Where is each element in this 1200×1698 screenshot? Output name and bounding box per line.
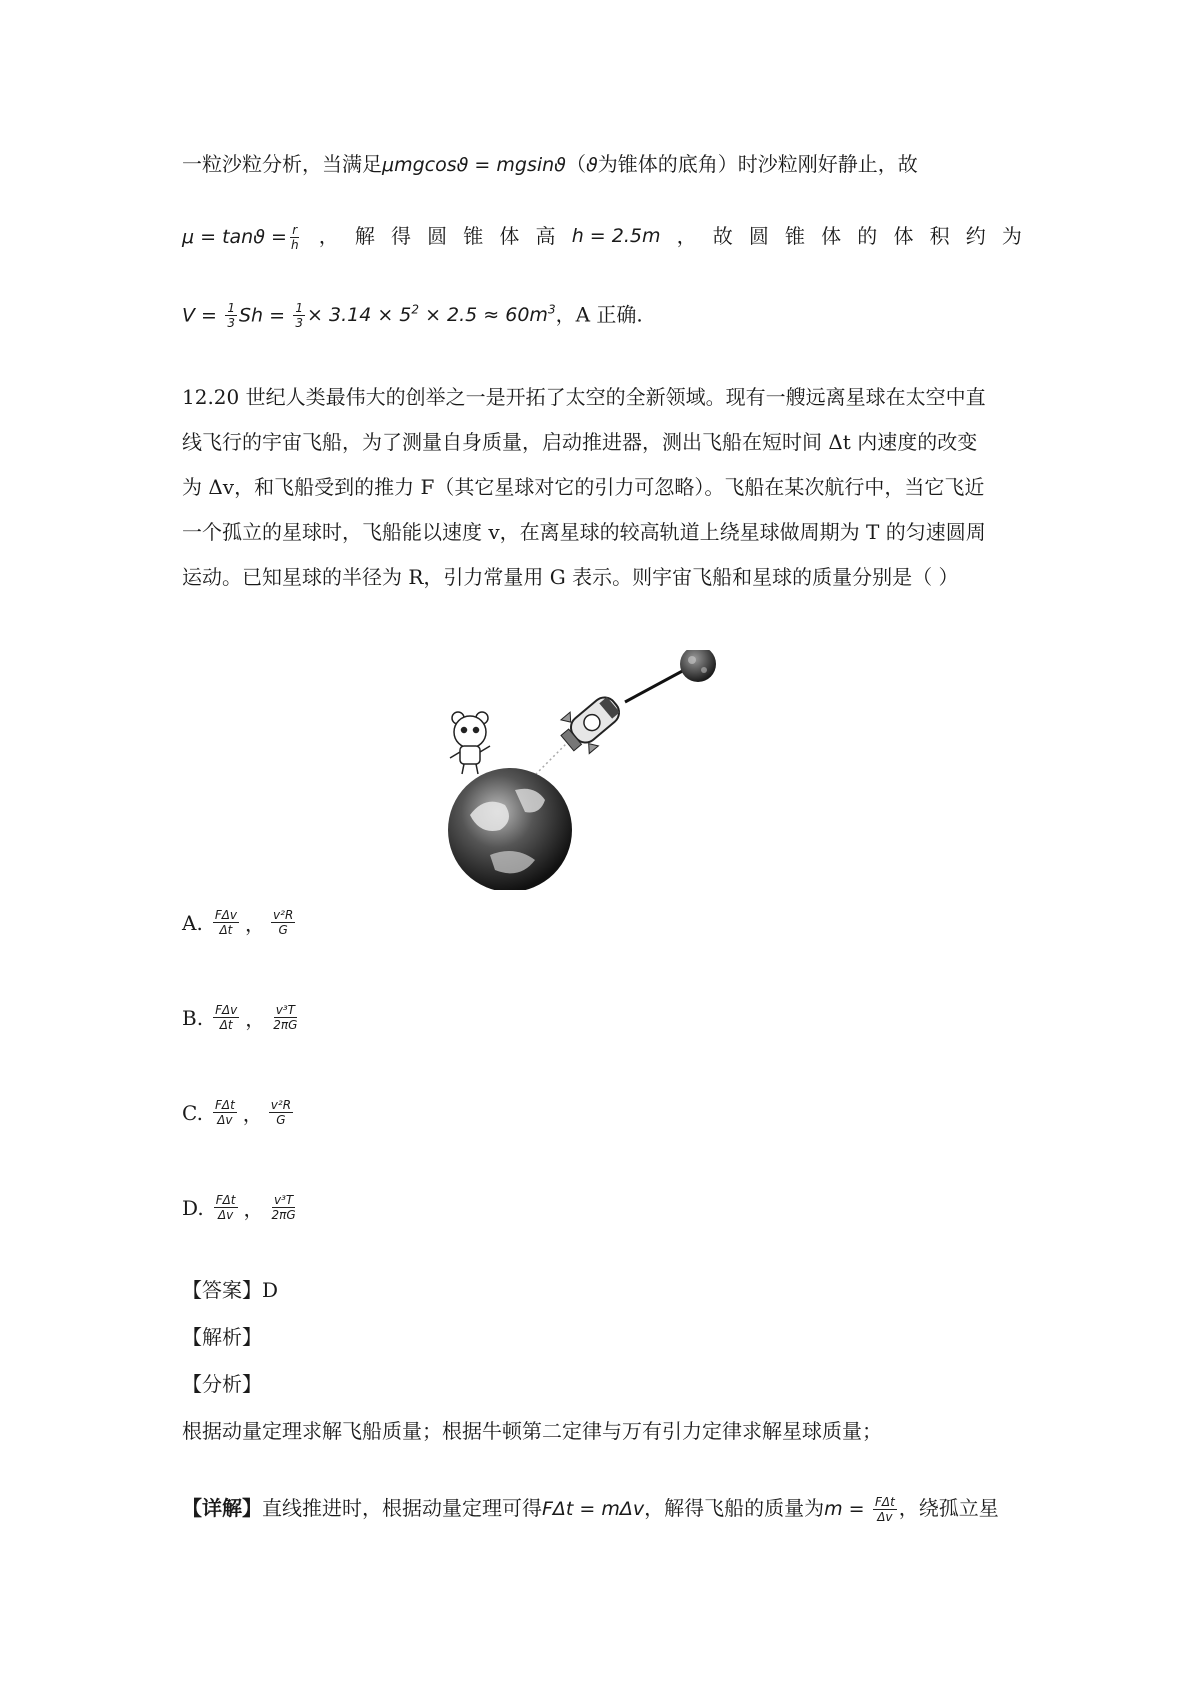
detail-text: ，解得飞船的质量为 [644, 1496, 825, 1520]
moon-icon [680, 650, 716, 682]
word: 积 [929, 224, 950, 248]
word: 高 [535, 224, 556, 248]
fraction: $\frac{\text{FΔt}}{\Delta v}$ [874, 1495, 895, 1524]
fraction: $\frac{\text{v²R}}{G}$ [273, 908, 294, 937]
option-label: C. [182, 1100, 203, 1125]
fraction: $\frac{\text{v³T}}{2\pi G}$ [271, 1193, 296, 1222]
detail-line [182, 1494, 999, 1524]
prev-text: （ [565, 152, 586, 176]
tether-line [625, 668, 688, 702]
separator: ， [242, 1102, 263, 1126]
fraction: $\frac{r}{h}$ [290, 223, 299, 252]
option-a[interactable] [182, 908, 297, 937]
question-line: 为 Δv，和飞船受到的推力 F（其它星球对它的引力可忽略）。飞船在某次航行中，当它飞近 [182, 475, 985, 499]
word: 体 [499, 224, 520, 248]
word: 体 [893, 224, 914, 248]
question-12 [182, 375, 1022, 600]
word: 锥 [785, 224, 806, 248]
option-label: B. [182, 1005, 204, 1030]
option-label: A. [182, 910, 203, 935]
volume-equation: V = [182, 304, 217, 327]
fraction: $\frac{\text{v²R}}{G}$ [270, 1098, 292, 1127]
question-line: 一个孤立的星球时，飞船能以速度 v，在离星球的较高轨道上绕星球做周期为 T 的匀速圆周 [182, 520, 986, 544]
spaceship-icon [553, 686, 629, 760]
word: ， [676, 224, 697, 248]
question-line: 12.20 世纪人类最伟大的创举之一是开拓了太空的全新领域。现有一艘远离星球在太空中直 [182, 385, 986, 409]
fraction: $\frac{1}{3}$ [295, 301, 304, 331]
word: 的 [857, 224, 878, 248]
fraction: $\frac{\text{FΔv}}{\Delta t}$ [214, 908, 238, 937]
prev-text: 一粒沙粒分析，当满足 [182, 152, 382, 176]
prev-text: 为锥体的底角）时沙粒刚好静止，故 [597, 152, 918, 176]
separator: ， [245, 912, 266, 936]
word: 得 [390, 224, 411, 248]
planet-icon [448, 768, 572, 890]
answer: 【答案】D [182, 1278, 279, 1302]
separator: ， [243, 1197, 264, 1221]
word: 体 [821, 224, 842, 248]
fraction: $\frac{\text{FΔt}}{\Delta v}$ [214, 1098, 235, 1127]
fenxi-text: 根据动量定理求解飞船质量；根据牛顿第二定律与万有引力定律求解星球质量； [182, 1419, 882, 1443]
option-b[interactable] [182, 1003, 301, 1032]
prev-line-1 [182, 150, 918, 179]
fraction: $\frac{1}{3}$ [227, 301, 235, 331]
separator: ， [245, 1007, 266, 1031]
detail-text: ，绕孤立星 [898, 1496, 999, 1520]
analysis-heading: 【解析】 [182, 1325, 262, 1349]
spaceship-illustration [430, 650, 830, 890]
conclusion: ，A 正确. [555, 302, 643, 327]
fraction: $\frac{\text{v³T}}{2\pi G}$ [273, 1003, 298, 1032]
equation: μmgcosϑ = mgsinϑ [382, 154, 566, 176]
detail-text: 直线推进时，根据动量定理可得 [262, 1496, 542, 1520]
word: 故 [712, 224, 733, 248]
prev-line-2 [182, 222, 1022, 252]
word: 解 [354, 224, 375, 248]
mu-equation: μ = tanϑ = $\frac{r}{h}$ [182, 223, 299, 252]
fraction: $\frac{\text{FΔt}}{\Delta v}$ [215, 1193, 236, 1222]
equation-part: × $3.14 \times 5^2 \times 2.5 \approx 60m^3$ [307, 303, 556, 327]
height-equation: h = 2.5m [571, 225, 661, 247]
word: ， [318, 224, 339, 248]
detail-tag: 【详解】 [182, 1496, 262, 1520]
prev-line-3 [182, 296, 643, 330]
mass-equation: m = [824, 1498, 865, 1520]
question-line: 线飞行的宇宙飞船，为了测量自身质量，启动推进器，测出飞船在短时间 Δt 内速度的改变 [182, 430, 978, 454]
momentum-equation: FΔt = mΔv [542, 1498, 645, 1520]
option-label: D. [182, 1195, 204, 1220]
word: 为 [1001, 224, 1022, 248]
option-d[interactable] [182, 1193, 300, 1222]
question-line: 运动。已知星球的半径为 R，引力常量用 G 表示。则宇宙飞船和星球的质量分别是（ ） [182, 565, 959, 589]
equation-part: Sh = [238, 304, 286, 327]
fenxi-heading: 【分析】 [182, 1372, 262, 1396]
fraction: $\frac{\text{FΔv}}{\Delta t}$ [215, 1003, 238, 1032]
character-icon [450, 712, 490, 774]
word: 锥 [463, 224, 484, 248]
word: 约 [965, 224, 986, 248]
option-c[interactable] [182, 1098, 295, 1127]
word: 圆 [427, 224, 448, 248]
word: 圆 [748, 224, 769, 248]
theta-symbol: ϑ [585, 154, 598, 176]
